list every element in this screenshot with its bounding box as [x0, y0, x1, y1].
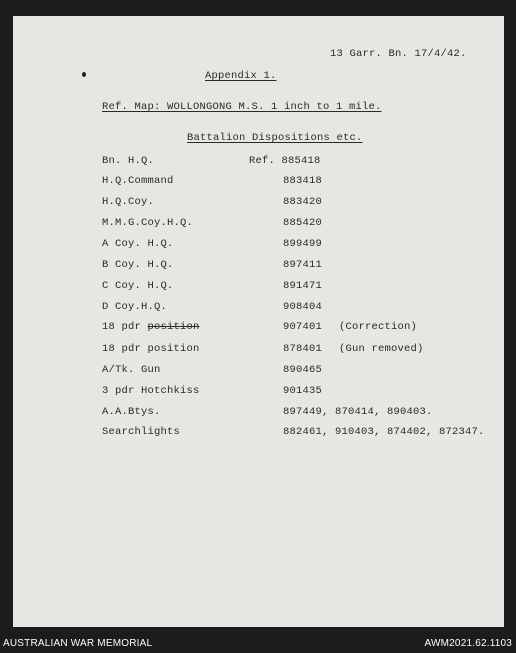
row-grid-ref: 891471 — [283, 280, 323, 292]
row-grid-ref: 899499 — [283, 238, 323, 250]
footer-institution: AUSTRALIAN WAR MEMORIAL — [3, 638, 153, 649]
row-label-prefix: 18 pdr — [102, 321, 148, 333]
row-grid-ref: 883420 — [283, 196, 323, 208]
row-label — [102, 321, 200, 333]
row-label: A.A.Btys. — [102, 406, 161, 418]
row-note: (Gun removed) — [339, 343, 424, 355]
header-reference: 13 Garr. Bn. 17/4/42. — [330, 48, 467, 60]
row-label: D Coy.H.Q. — [102, 301, 168, 313]
document-page — [13, 16, 504, 627]
row-grid-ref: Ref. 885418 — [249, 155, 321, 167]
row-label: H.Q.Command — [102, 175, 174, 187]
row-label: M.M.G.Coy.H.Q. — [102, 217, 194, 229]
row-grid-ref: 897411 — [283, 259, 323, 271]
row-label: A/Tk. Gun — [102, 364, 161, 376]
struck-out-word: position — [147, 321, 200, 333]
row-label: 18 pdr position — [102, 343, 200, 355]
row-label: 3 pdr Hotchkiss — [102, 385, 200, 397]
row-label: Bn. H.Q. — [102, 155, 155, 167]
row-grid-ref: 883418 — [283, 175, 323, 187]
row-grid-ref: 885420 — [283, 217, 323, 229]
row-label: Searchlights — [102, 426, 181, 438]
section-title: Battalion Dispositions etc. — [187, 132, 363, 144]
row-label: B Coy. H.Q. — [102, 259, 174, 271]
row-note: (Correction) — [339, 321, 418, 333]
row-label: H.Q.Coy. — [102, 196, 155, 208]
footer-catalogue-id: AWM2021.62.1103 — [424, 638, 512, 649]
row-grid-ref: 907401 — [283, 321, 323, 333]
map-reference: Ref. Map: WOLLONGONG M.S. 1 inch to 1 mile. — [102, 101, 382, 113]
row-grid-ref: 901435 — [283, 385, 323, 397]
row-grid-ref: 878401 — [283, 343, 323, 355]
row-grid-ref: 908404 — [283, 301, 323, 313]
row-label: A Coy. H.Q. — [102, 238, 174, 250]
row-grid-ref: 882461, 910403, 874402, 872347. — [283, 426, 485, 438]
row-label: C Coy. H.Q. — [102, 280, 174, 292]
punch-hole — [82, 72, 86, 77]
row-grid-ref: 897449, 870414, 890403. — [283, 406, 433, 418]
row-grid-ref: 890465 — [283, 364, 323, 376]
appendix-title: Appendix 1. — [205, 70, 277, 82]
